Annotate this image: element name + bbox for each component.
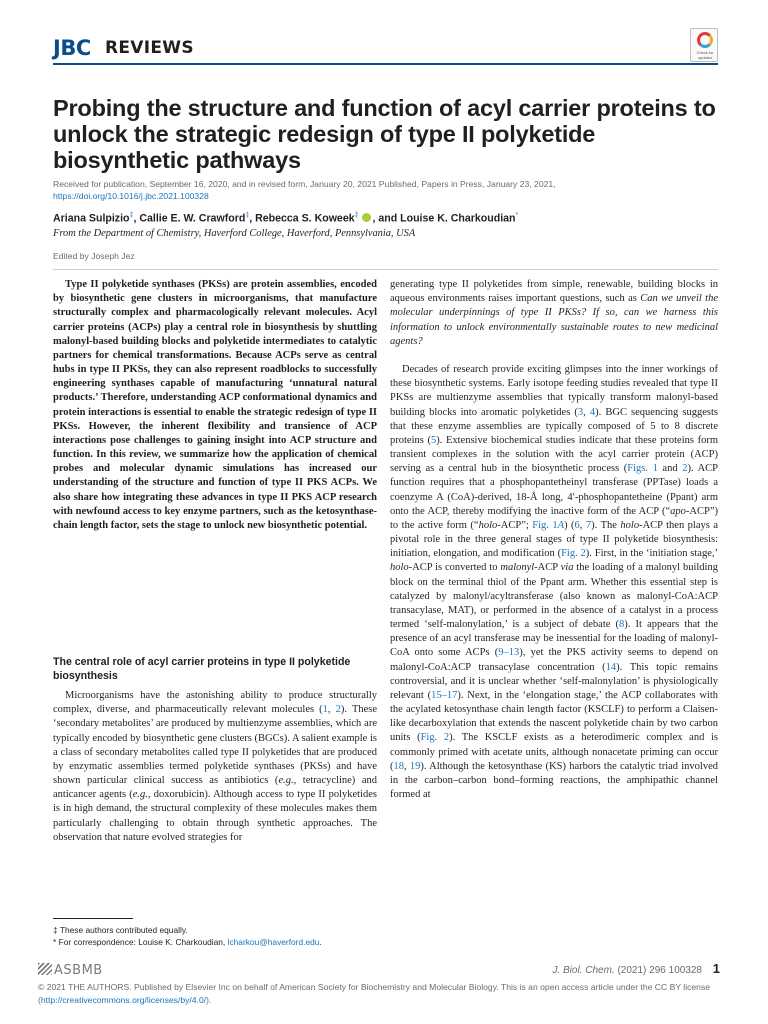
- author-name[interactable]: Rebecca S. Koweek: [255, 212, 355, 225]
- journal-citation: J. Biol. Chem. (2021) 296 100328: [552, 965, 702, 976]
- license-notice: © 2021 THE AUTHORS. Published by Elsevier Inc on behalf of American Society for Biochemistry and Molecular Biology. This is an open access article under the CC BY license (http://creativecommons.org/licenses/by/4.0/).: [38, 982, 711, 1005]
- research-question: Can we unveil the molecular underpinnings of type II PKSs? If so, can we harness this information to unlock environmentally sustainable routes to new medicinal agents?: [390, 293, 718, 347]
- figure-link[interactable]: Fig. 1A: [532, 519, 565, 531]
- journal-header: [53, 36, 718, 60]
- reference-link[interactable]: 4: [589, 406, 596, 418]
- author-list: [53, 209, 718, 226]
- asbmb-mark-icon: [38, 963, 52, 975]
- doi-link[interactable]: https://doi.org/10.1016/j.jbc.2021.100328: [53, 191, 209, 201]
- reference-link[interactable]: 14: [605, 661, 617, 673]
- reference-link[interactable]: 19: [409, 760, 421, 772]
- author-name[interactable]: Callie E. W. Crawford: [139, 212, 246, 225]
- received-dates: Received for publication, September 16, 2020, and in revised form, January 20, 2021 Published, Papers in Press, January 23, 2021,: [53, 179, 556, 189]
- reference-link[interactable]: 8: [619, 619, 625, 631]
- reference-link[interactable]: 9–13: [498, 647, 520, 659]
- abstract: Type II polyketide synthases (PKSs) are protein assemblies, encoded by biosynthetic gene clusters in microorganisms, that manufacture structurally complex and pharmacologically relevant molecules. Acyl carrier proteins (ACPs) play a central role in biosynthesis by shuttling malonyl-based building blocks and polyketide intermediates to catalytic partners for chemical transformations. Because ACPs serve as central hubs in type II PKSs, they can also represent roadblocks to successfully engineering synthases capable of manufacturing ‘unnatural natural products.’ Therefore, understanding ACP conformational dynamics and protein interactions is essential to enable the strategic redesign of type II PKSs. However, the inherent flexibility and transience of ACP interactions pose challenges to gaining insight into ACP structure and function. In this review, we summarize how the application of chemical probes and molecular dynamic simulations has increased our understanding of the structure and function of type II PKS ACPs. We also share how integrating these advances in type II PKS ACP research with newfound access to key enzyme partners, such as the ketosynthase-chain length factor, sets the stage to unlock new biosynthetic potential.: [53, 279, 377, 531]
- crossmark-icon: [697, 32, 713, 48]
- author-name[interactable]: Louise K. Charkoudian: [400, 212, 516, 225]
- reference-link[interactable]: 5: [430, 434, 437, 446]
- reference-link[interactable]: 2: [335, 704, 341, 716]
- edited-by: Edited by Joseph Jez: [53, 251, 135, 261]
- affiliation: From the Department of Chemistry, Haverford College, Haverford, Pennsylvania, USA: [53, 228, 416, 239]
- author-mark: *: [515, 212, 519, 219]
- crossmark-label: Check for updates: [696, 50, 714, 60]
- title-divider: [53, 269, 718, 270]
- section-label: REVIEWS: [105, 38, 194, 58]
- orcid-icon[interactable]: [362, 213, 371, 222]
- author-mark: ‡: [129, 212, 134, 219]
- email-link[interactable]: lcharkou@haverford.edu: [227, 937, 320, 947]
- author-mark: ‡: [354, 212, 359, 219]
- jbc-logo: JBC: [53, 36, 91, 60]
- footnote-rule: [53, 918, 133, 919]
- figure-link[interactable]: Fig. 2: [561, 548, 586, 560]
- reference-link[interactable]: 6: [574, 519, 580, 531]
- author-separator: ,: [133, 212, 140, 225]
- figure-link[interactable]: 2: [682, 463, 688, 475]
- crossmark-badge[interactable]: [690, 28, 718, 62]
- intro-paragraph: Microorganisms have the astonishing ability to produce structurally complex, diverse, and pharmaceutically relevant molecules (1, 2). These ‘secondary metabolites’ are produced by multienzyme assemblies, which are typically encoded by biosynthetic gene clusters (BGCs). A salient example is a class of secondary metabolites called type II polyketides that are produced by enzymatic assemblies termed polyketide synthases (PKSs) and have shown particular clinical success as antibiotics (e.g., tetracycline) and anticancer agents (e.g., doxorubicin). Although access to type II polyketides is in high demand, the structural complexity of these molecules makes them particularly challenging to obtain through synthetic approaches. The observation that nature evolved strategies for: [53, 690, 378, 843]
- author-mark: ‡: [245, 212, 250, 219]
- section-heading: The central role of acyl carrier proteins in type II polyketide biosynthesis: [53, 656, 351, 682]
- footnote-equal-contribution: ‡ These authors contributed equally.: [53, 925, 188, 935]
- reference-link[interactable]: 15–17: [431, 689, 458, 701]
- header-rule: [53, 63, 718, 65]
- publication-history: [53, 178, 718, 202]
- author-separator: ,: [249, 212, 256, 225]
- figure-link[interactable]: Fig. 2: [420, 732, 450, 744]
- reference-link[interactable]: 1: [322, 704, 328, 716]
- reference-link[interactable]: 3: [577, 406, 584, 418]
- footnote-correspondence: * For correspondence: Louise K. Charkoudian, lcharkou@haverford.edu.: [53, 937, 322, 947]
- figure-link[interactable]: Figs. 1: [627, 463, 658, 475]
- reference-link[interactable]: 18: [393, 760, 404, 772]
- body-paragraph: Decades of research provide exciting glimpses into the inner workings of these biosynthetic systems. Early isotope feeding studies revealed that type II PKSs are multienzyme assemblies that typically transform malonyl-based building blocks into aromatic polyketides (3, 4). BGC sequencing suggests that these enzyme assemblies are typically composed of 5 to 8 discrete proteins (5). Extensive biochemical studies indicate that these proteins form transient complexes in the solution with the acyl carrier protein (ACP) serving as a central hub in the biosynthetic process (Figs. 1 and 2). ACP function requires that a phosphopantetheinyl transferase (PPTase) loads a coenzyme A (CoA)-derived, 18-Å long, 4′-phosphopantetheine (Ppant) arm onto the ACP, thereby modifying the inactive form of the ACP (“apo-ACP”) to the active form (“holo-ACP”; Fig. 1A) (6, 7). The holo-ACP then plays a pivotal role in the three general stages of type II polyketide biosynthesis: initiation, elongation, and modification (Fig. 2). First, in the ‘initiation stage,’ holo-ACP is converted to malonyl-ACP via the loading of a malonyl building block on the terminal thiol of the Ppant arm. Whether this essential step is catalyzed by malonyl/acyltransferase (also known as malonyl-CoA:ACP transacylase, MAT), or performed in the absence of a catalyst in a process termed ‘self-malonylation,’ is a subject of debate (8). It appears that the presence of an acyl transferase may be inessential for the loading of malonyl-CoA onto some ACPs (9–13), yet the PKS activity seems to depend on malonyl-CoA:ACP transacylase concentration (14). This topic remains controversial, and it is unclear whether ‘self-malonylation’ is physiologically relevant (15–17). Next, in the ‘elongation stage,’ the ACP collaborates with the acylated ketosynthase chain length factor (KSCLF) to perform a Claisen-like decarboxylation that extends the nascent polyketide chain by two carbon units (Fig. 2). The KSCLF exists as a heterodimeric complex and is commonly primed with acetate units, although nonacetate priming can occur (18, 19). Although the ketosynthase (KS) harbors the catalytic triad involved in the carbon–carbon bond–forming reactions, the amphipathic channel formed at: [390, 364, 719, 801]
- page-number: 1: [712, 961, 720, 976]
- asbmb-logo: ASBMB: [38, 963, 103, 979]
- license-link[interactable]: http://creativecommons.org/licenses/by/4.0/: [40, 994, 207, 1005]
- author-name[interactable]: Ariana Sulpizio: [53, 212, 130, 225]
- body-paragraph-continued: generating type II polyketides from simple, renewable, building blocks in aqueous environments raises important questions, such as Can we unveil the molecular underpinnings of type II PKSs? If so, can we harness this information to unlock environmentally sustainable routes to new medicinal agents?: [390, 279, 718, 347]
- reference-link[interactable]: 7: [585, 519, 592, 531]
- article-title: Probing the structure and function of acyl carrier proteins to unlock the strategic redesign of type II polyketide biosynthetic pathways: [53, 95, 716, 173]
- author-separator: , and: [372, 212, 401, 225]
